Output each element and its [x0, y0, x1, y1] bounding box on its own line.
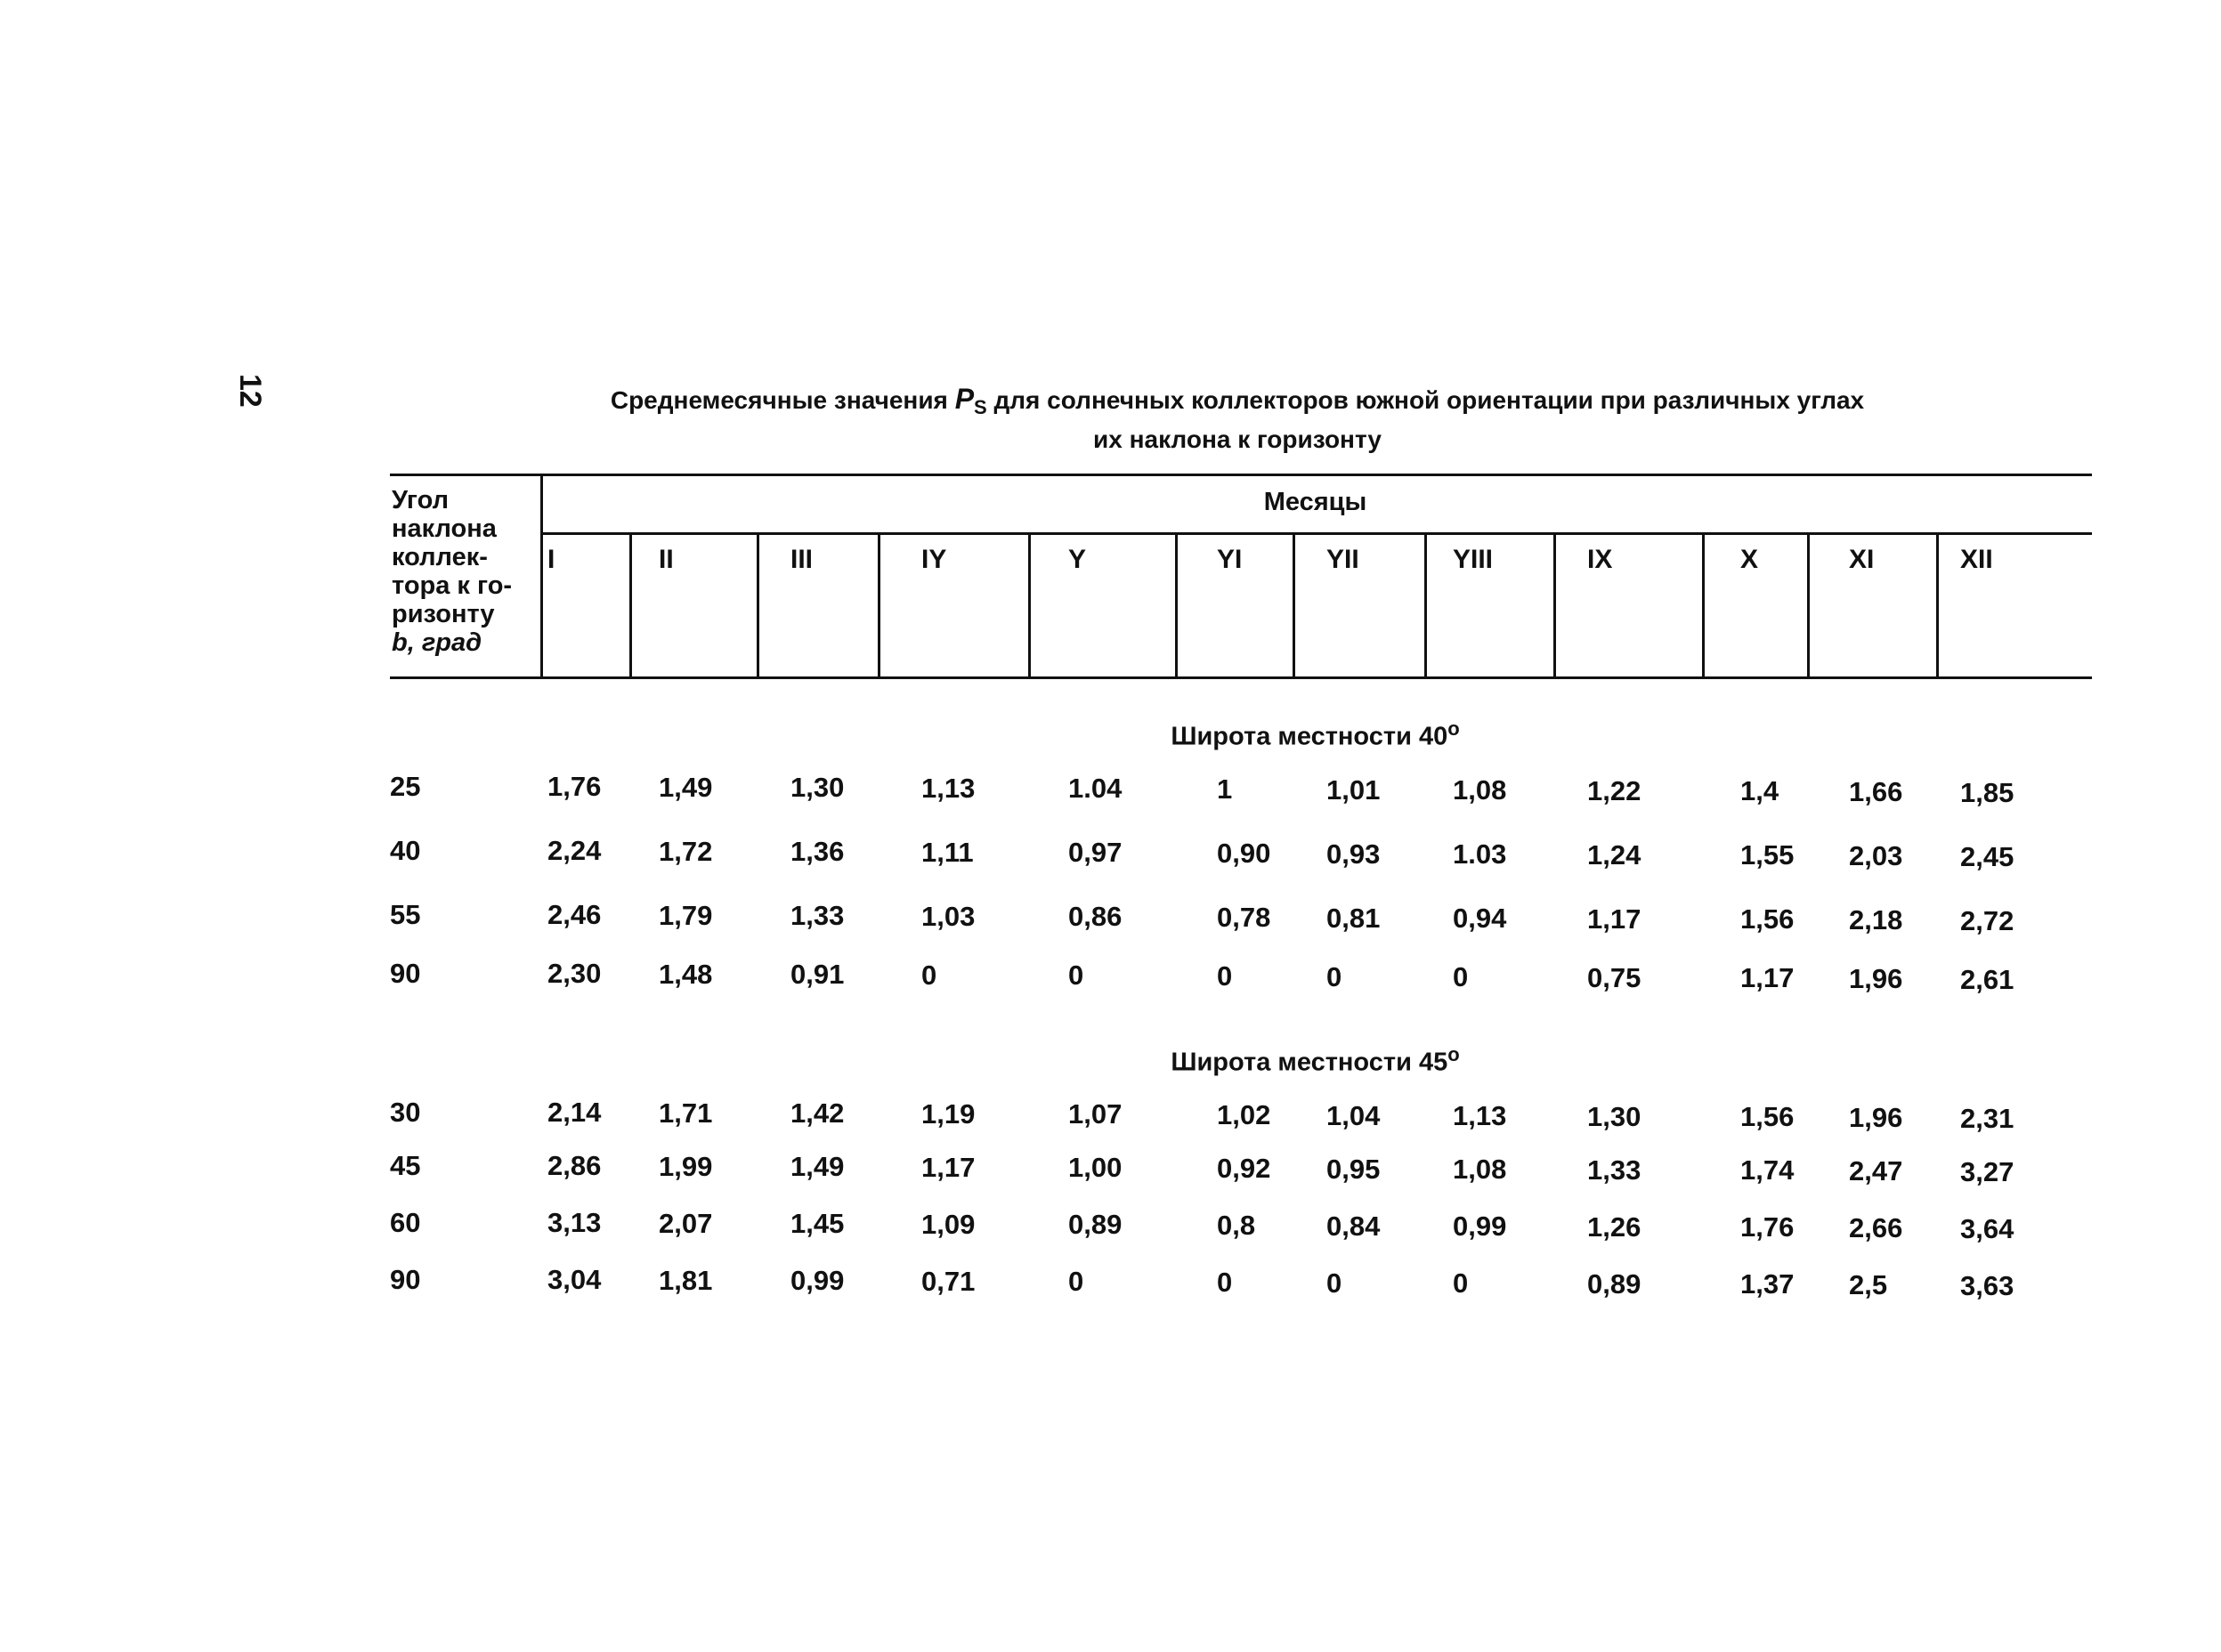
month-column-divider — [1175, 534, 1178, 676]
table-cell: 0,99 — [790, 1265, 845, 1296]
table-cell: 1,33 — [1587, 1154, 1641, 1186]
month-header: YII — [1326, 545, 1359, 574]
month-header: YIII — [1453, 545, 1494, 574]
table-cell: 1,33 — [790, 900, 845, 931]
table-cell: 3,63 — [1960, 1270, 2014, 1301]
table-cell: 1,30 — [790, 772, 845, 803]
table-cell: 0 — [1217, 960, 1233, 992]
table-cell: 1,71 — [659, 1097, 713, 1129]
table-cell: 0 — [921, 960, 937, 991]
stub-header-line: наклона — [392, 514, 497, 543]
table-cell: 0 — [1326, 961, 1342, 992]
stub-header-line: коллек- — [392, 543, 488, 571]
caption-text-start: Среднемесячные значения — [610, 386, 955, 414]
table-cell: 2,47 — [1849, 1155, 1903, 1186]
month-header: XII — [1960, 545, 1993, 574]
table-cell: 1,17 — [1587, 903, 1641, 935]
table-cell: 1,24 — [1587, 839, 1641, 871]
table-cell: 1 — [1217, 773, 1233, 805]
table-cell: 3,64 — [1960, 1213, 2014, 1244]
table-cell: 1,30 — [1587, 1101, 1641, 1132]
table-cell: 1,22 — [1587, 775, 1641, 806]
table-cell: 2,45 — [1960, 841, 2014, 872]
table-cell: 1,56 — [1740, 1101, 1795, 1132]
month-header: I — [547, 545, 555, 574]
table-cell: 0,89 — [1068, 1209, 1123, 1240]
table-cell: 0,94 — [1453, 903, 1507, 934]
month-header: IY — [921, 545, 947, 574]
table-cell: 2,31 — [1960, 1103, 2014, 1134]
degree-sign: o — [1447, 717, 1460, 740]
stub-header-line: тора к го- — [392, 571, 513, 600]
table-cell: 1,07 — [1068, 1098, 1123, 1130]
angle-cell: 25 — [390, 771, 421, 802]
month-column-divider — [1936, 534, 1939, 676]
table-cell: 1,11 — [921, 837, 974, 868]
page-number: 12 — [233, 374, 267, 408]
table-cell: 0,91 — [790, 959, 845, 990]
angle-cell: 30 — [390, 1097, 421, 1128]
stub-header-line: b, град — [392, 628, 482, 657]
table-cell: 3,04 — [547, 1264, 602, 1295]
table-cell: 1,19 — [921, 1098, 976, 1130]
table-cell: 1,99 — [659, 1151, 713, 1182]
stub-header-line: Угол — [392, 486, 450, 514]
caption-text-end: для солнечных коллекторов южной ориентации при различных углах — [986, 386, 1865, 414]
table-cell: 1,72 — [659, 836, 713, 867]
table-cell: 1,56 — [1740, 903, 1795, 935]
table-cell: 0,89 — [1587, 1268, 1641, 1300]
table-cell: 1,96 — [1849, 963, 1903, 994]
table-cell: 1,49 — [659, 772, 713, 803]
table-cell: 1,74 — [1740, 1154, 1795, 1186]
table-cell: 1,00 — [1068, 1152, 1123, 1183]
table-cell: 1,08 — [1453, 1154, 1507, 1185]
table-cell: 2,14 — [547, 1097, 602, 1128]
angle-cell: 90 — [390, 958, 421, 989]
table-cell: 1,48 — [659, 959, 713, 990]
months-header: Месяцы — [1263, 488, 1367, 516]
table-top-rule — [390, 474, 2092, 476]
section-title-lat-40 — [543, 717, 2087, 752]
month-header: II — [659, 545, 674, 574]
month-column-divider — [1028, 534, 1031, 676]
table-cell: 2,86 — [547, 1150, 602, 1181]
table-cell: 0,71 — [921, 1266, 976, 1297]
month-header: X — [1740, 545, 1759, 574]
table-cell: 2,66 — [1849, 1212, 1903, 1243]
month-column-divider — [1293, 534, 1295, 676]
month-column-divider — [1553, 534, 1556, 676]
table-cell: 2,03 — [1849, 840, 1903, 871]
table-cell: 1,36 — [790, 836, 845, 867]
month-header: Y — [1068, 545, 1087, 574]
stub-header — [392, 486, 534, 657]
table-cell: 0 — [1068, 1266, 1084, 1297]
table-cell: 1,76 — [547, 771, 602, 802]
month-column-divider — [1424, 534, 1427, 676]
table-cell: 0,84 — [1326, 1211, 1381, 1242]
angle-cell: 90 — [390, 1264, 421, 1295]
table-cell: 1,03 — [921, 901, 976, 932]
month-header: XI — [1849, 545, 1875, 574]
table-cell: 1.03 — [1453, 838, 1507, 870]
table-cell: 0 — [1453, 1267, 1469, 1299]
months-under-rule — [541, 532, 2092, 535]
table-cell: 0 — [1453, 961, 1469, 992]
table-cell: 1,13 — [921, 773, 976, 804]
table-cell: 1,96 — [1849, 1102, 1903, 1133]
table-cell: 2,72 — [1960, 905, 2014, 936]
table-cell: 1,37 — [1740, 1268, 1795, 1300]
table-cell: 0,8 — [1217, 1210, 1256, 1241]
table-cell: 0,81 — [1326, 903, 1381, 934]
table-cell: 1,42 — [790, 1097, 845, 1129]
table-cell: 1,09 — [921, 1209, 976, 1240]
caption-symbol: P — [954, 383, 975, 415]
table-cell: 1,55 — [1740, 839, 1795, 871]
table-cell: 0,86 — [1068, 901, 1123, 932]
table-cell: 0,90 — [1217, 838, 1271, 869]
month-header: III — [790, 545, 814, 574]
table-cell: 0,97 — [1068, 837, 1123, 868]
table-cell: 1,26 — [1587, 1211, 1641, 1243]
table-cell: 3,27 — [1960, 1156, 2014, 1187]
table-cell: 1,4 — [1740, 775, 1779, 806]
table-cell: 1,01 — [1326, 774, 1381, 806]
section-title-lat-45 — [543, 1043, 2087, 1078]
table-cell: 3,13 — [547, 1207, 602, 1238]
table-cell: 0,78 — [1217, 902, 1271, 933]
caption-line-2: их наклона к горизонту — [1093, 425, 1382, 453]
table-cell: 1,08 — [1453, 774, 1507, 806]
caption-symbol-subscript: S — [974, 396, 987, 418]
month-header: IX — [1587, 545, 1613, 574]
month-column-divider — [757, 534, 759, 676]
section-title-text: Широта местности 40 — [1171, 722, 1448, 751]
angle-cell: 45 — [390, 1150, 421, 1181]
table-cell: 2,07 — [659, 1208, 713, 1239]
angle-cell: 40 — [390, 835, 421, 866]
table-cell: 1,76 — [1740, 1211, 1795, 1243]
table-cell: 2,46 — [547, 899, 602, 930]
table-cell: 1,04 — [1326, 1100, 1381, 1131]
table-cell: 0,93 — [1326, 838, 1381, 870]
table-cell: 0,95 — [1326, 1154, 1381, 1185]
table-cell: 1,79 — [659, 900, 713, 931]
angle-cell: 55 — [390, 899, 421, 930]
table-cell: 1,02 — [1217, 1099, 1271, 1130]
table-cell: 0 — [1217, 1267, 1233, 1298]
table-cell: 2,61 — [1960, 964, 2014, 995]
month-column-divider — [878, 534, 880, 676]
section-title-text: Широта местности 45 — [1171, 1048, 1448, 1077]
angle-cell: 60 — [390, 1207, 421, 1238]
degree-sign: o — [1447, 1043, 1460, 1065]
table-cell: 2,30 — [547, 958, 602, 989]
table-cell: 1,81 — [659, 1265, 713, 1296]
header-bottom-rule — [390, 676, 2092, 679]
stub-header-line: ризонту — [392, 600, 495, 628]
table-cell: 1,49 — [790, 1151, 845, 1182]
table-cell: 2,24 — [547, 835, 602, 866]
table-caption — [481, 383, 1994, 456]
table-cell: 1,85 — [1960, 777, 2014, 808]
table-cell: 1,66 — [1849, 776, 1903, 807]
month-column-divider — [1702, 534, 1705, 676]
table-cell: 0 — [1068, 960, 1084, 991]
table-cell: 2,18 — [1849, 904, 1903, 935]
table-cell: 0 — [1326, 1267, 1342, 1299]
table-cell: 1,17 — [921, 1152, 976, 1183]
table-cell: 1,17 — [1740, 962, 1795, 993]
table-cell: 2,5 — [1849, 1269, 1888, 1300]
table-cell: 0,99 — [1453, 1211, 1507, 1242]
month-column-divider — [1807, 534, 1810, 676]
table-cell: 1.04 — [1068, 773, 1123, 804]
month-header: YI — [1217, 545, 1243, 574]
table-cell: 1,45 — [790, 1208, 845, 1239]
table-cell: 0,92 — [1217, 1153, 1271, 1184]
table-cell: 0,75 — [1587, 962, 1641, 993]
month-column-divider — [629, 534, 632, 676]
table-cell: 1,13 — [1453, 1100, 1507, 1131]
